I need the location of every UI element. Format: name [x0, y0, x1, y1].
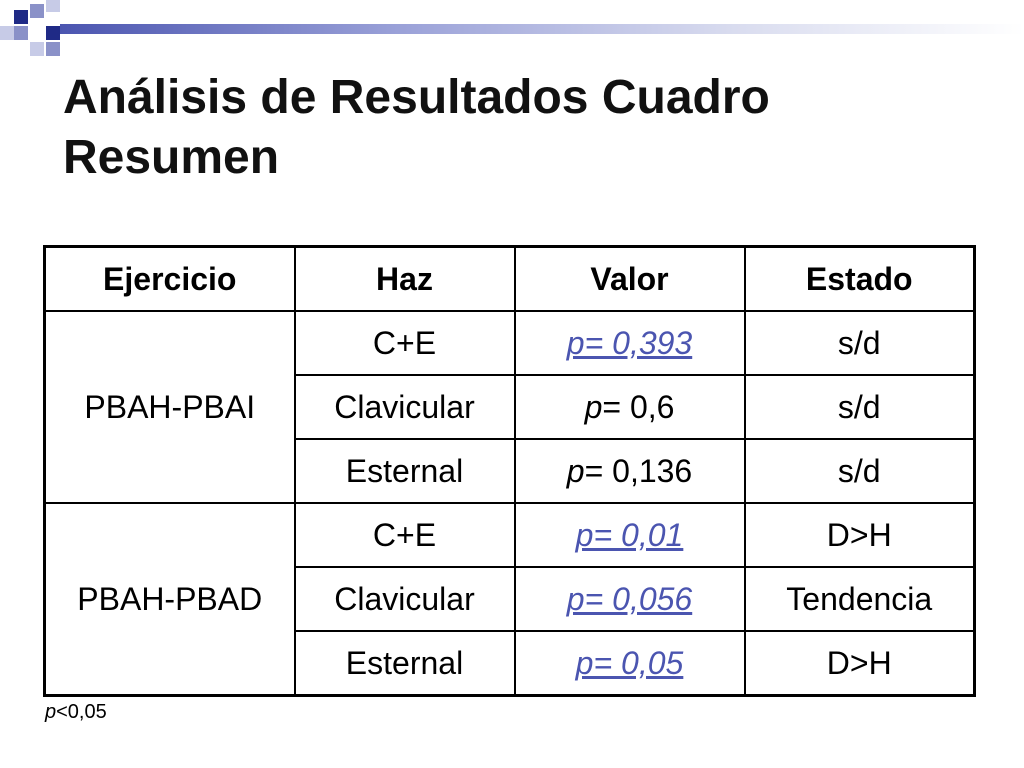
valor-cell — [515, 311, 745, 375]
decor-square-light — [46, 0, 60, 12]
haz-cell: C+E — [295, 311, 515, 375]
header-haz: Haz — [295, 247, 515, 312]
header-estado: Estado — [745, 247, 975, 312]
pvalue-link[interactable]: p= 0,05 — [575, 644, 684, 681]
ejercicio-cell: PBAH-PBAI — [45, 311, 295, 503]
pvalue-rest: = 0,136 — [584, 452, 693, 489]
pvalue-link[interactable]: p= 0,01 — [575, 516, 684, 553]
estado-cell: D>H — [745, 503, 975, 567]
decor-square-light — [0, 26, 14, 40]
header-rule — [60, 24, 1024, 34]
footnote-p-letter: p — [45, 701, 57, 723]
pvalue-link[interactable]: p= 0,393 — [566, 324, 693, 361]
slide-title: Análisis de Resultados Cuadro Resumen — [63, 71, 770, 184]
table-header-row — [45, 247, 975, 312]
pvalue-text — [585, 389, 675, 425]
p-letter: p — [566, 452, 585, 489]
p-letter: p — [584, 388, 603, 425]
estado-cell: s/d — [745, 375, 975, 439]
valor-cell — [515, 631, 745, 696]
footnote-text: <0,05 — [56, 701, 107, 723]
decor-square-mid — [14, 26, 28, 40]
decor-square-mid — [30, 4, 44, 18]
estado-cell: s/d — [745, 311, 975, 375]
results-table-container — [43, 245, 973, 691]
decor-square-mid — [46, 42, 60, 56]
footnote — [45, 701, 107, 724]
header-ejercicio: Ejercicio — [45, 247, 295, 312]
ejercicio-cell: PBAH-PBAD — [45, 503, 295, 696]
haz-cell: Esternal — [295, 439, 515, 503]
haz-cell: Esternal — [295, 631, 515, 696]
valor-cell — [515, 439, 745, 503]
estado-cell: s/d — [745, 439, 975, 503]
pvalue-text — [567, 453, 692, 489]
haz-cell: Clavicular — [295, 567, 515, 631]
valor-cell — [515, 503, 745, 567]
valor-cell — [515, 567, 745, 631]
pvalue-link[interactable]: p= 0,056 — [566, 580, 693, 617]
header-valor: Valor — [515, 247, 745, 312]
table-row — [45, 311, 975, 375]
corner-decoration — [0, 0, 80, 70]
decor-square-light — [30, 42, 44, 56]
valor-cell — [515, 375, 745, 439]
pvalue-rest: = 0,6 — [602, 388, 675, 425]
results-table — [43, 245, 976, 697]
haz-cell: C+E — [295, 503, 515, 567]
haz-cell: Clavicular — [295, 375, 515, 439]
decor-square-dark — [46, 26, 60, 40]
estado-cell: Tendencia — [745, 567, 975, 631]
decor-square-dark — [14, 10, 28, 24]
estado-cell: D>H — [745, 631, 975, 696]
table-row — [45, 503, 975, 567]
